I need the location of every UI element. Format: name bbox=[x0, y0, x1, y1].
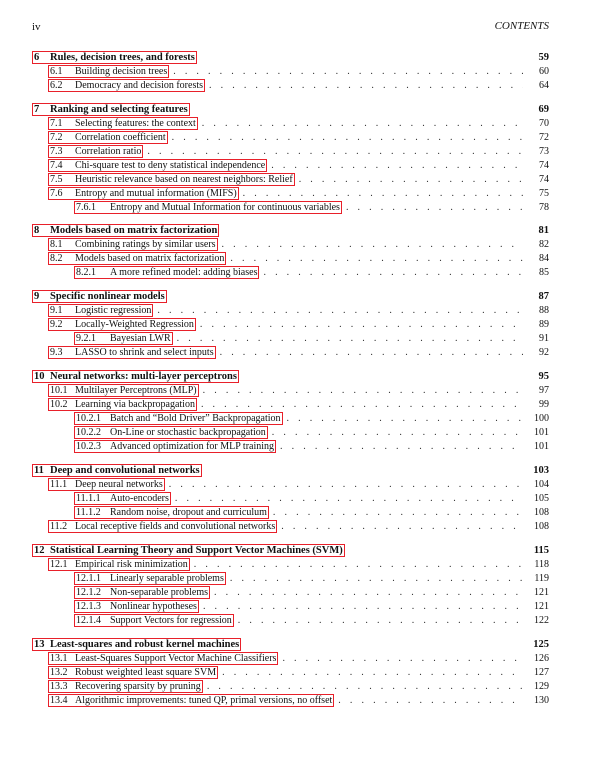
toc-entry-title: Models based on matrix factorization bbox=[75, 253, 225, 264]
toc-entry-title: Logistic regression bbox=[75, 305, 152, 316]
toc-entry-number: 8.1 bbox=[50, 239, 63, 250]
toc-entry-title: Correlation ratio bbox=[75, 146, 142, 157]
toc-subsection-entry bbox=[32, 614, 549, 627]
toc-section-entry bbox=[32, 131, 549, 144]
toc-subsection-entry bbox=[32, 572, 549, 585]
toc-entry-title: Locally-Weighted Regression bbox=[75, 319, 194, 330]
toc-entry-title: Specific nonlinear models bbox=[50, 291, 165, 302]
toc-entry-number: 13.1 bbox=[50, 653, 68, 664]
toc-page-number: 127 bbox=[534, 667, 549, 678]
toc-chapter-entry bbox=[32, 638, 549, 651]
dot-leader bbox=[209, 80, 523, 92]
toc-link[interactable] bbox=[48, 117, 198, 130]
toc-section-entry bbox=[32, 65, 549, 78]
toc-section-entry bbox=[32, 666, 549, 679]
toc-page-number: 103 bbox=[533, 465, 549, 476]
toc-entry-title: Correlation coefficient bbox=[75, 132, 166, 143]
dot-leader bbox=[173, 66, 523, 78]
dot-leader bbox=[201, 399, 523, 411]
toc-page-number: 74 bbox=[539, 160, 549, 171]
toc-entry-number: 12 bbox=[34, 545, 45, 556]
toc-section-entry bbox=[32, 117, 549, 130]
toc-page-number: 60 bbox=[539, 66, 549, 77]
toc-link[interactable] bbox=[48, 131, 168, 144]
dot-leader bbox=[287, 413, 524, 425]
dot-leader bbox=[203, 601, 523, 613]
toc-entry-number: 10.2.2 bbox=[76, 427, 101, 438]
toc-page-number: 78 bbox=[539, 202, 549, 213]
toc-section-entry bbox=[32, 318, 549, 331]
toc-entry-number: 11.1 bbox=[50, 479, 68, 490]
toc-link[interactable] bbox=[48, 694, 334, 707]
toc-entry-number: 10.2.3 bbox=[76, 441, 101, 452]
toc-entry-number: 11 bbox=[34, 465, 44, 476]
toc-subsection-entry bbox=[32, 440, 549, 453]
toc-link[interactable] bbox=[48, 558, 190, 571]
toc-entry-number: 12.1.4 bbox=[76, 615, 101, 626]
toc-entry-number: 7.2 bbox=[50, 132, 63, 143]
toc-page-number: 100 bbox=[534, 413, 549, 424]
toc-subsection-entry bbox=[32, 201, 549, 214]
dot-leader bbox=[222, 239, 523, 251]
toc-entry-title: Building decision trees bbox=[75, 66, 168, 77]
toc-entry-title: Local receptive fields and convolutional networks bbox=[75, 521, 276, 532]
toc-entry-title: Entropy and Mutual Information for continuous variables bbox=[110, 202, 340, 213]
toc-link[interactable] bbox=[48, 187, 239, 200]
toc-page-number: 105 bbox=[534, 493, 549, 504]
toc-entry-title: Support Vectors for regression bbox=[110, 615, 232, 626]
toc-link[interactable] bbox=[74, 440, 276, 453]
toc-entry-title: Least-squares and robust kernel machines bbox=[50, 639, 240, 650]
toc-page-number: 69 bbox=[538, 104, 549, 115]
toc-entry-number: 9.2.1 bbox=[76, 333, 96, 344]
toc-page-number: 99 bbox=[539, 399, 549, 410]
toc-page-number: 92 bbox=[539, 347, 549, 358]
toc-entry-title: Auto-encoders bbox=[110, 493, 169, 504]
toc-page-number: 118 bbox=[534, 559, 549, 570]
toc-entry-title: Combining ratings by similar users bbox=[75, 239, 216, 250]
toc-section-entry bbox=[32, 680, 549, 693]
toc-page-number: 108 bbox=[534, 521, 549, 532]
toc-entry-number: 7 bbox=[34, 104, 40, 115]
toc-link[interactable] bbox=[48, 652, 278, 665]
toc-link[interactable] bbox=[48, 145, 143, 158]
toc-subsection-entry bbox=[32, 332, 549, 345]
toc-page-number: 64 bbox=[539, 80, 549, 91]
toc-entry-title: Heuristic relevance based on nearest neighbors: Relief bbox=[75, 174, 293, 185]
toc-entry-number: 10.1 bbox=[50, 385, 68, 396]
toc-entry-number: 9 bbox=[34, 291, 40, 302]
toc-section-entry bbox=[32, 145, 549, 158]
toc-entry-number: 11.1.2 bbox=[76, 507, 101, 518]
dot-leader bbox=[273, 507, 523, 519]
dot-leader bbox=[172, 132, 523, 144]
toc-entry-title: Learning via backpropagation bbox=[75, 399, 195, 410]
toc-link[interactable] bbox=[74, 600, 199, 613]
toc-section-entry bbox=[32, 159, 549, 172]
toc-entry-number: 7.6.1 bbox=[76, 202, 96, 213]
dot-leader bbox=[272, 427, 523, 439]
toc-entry-title: Recovering sparsity by pruning bbox=[75, 681, 201, 692]
toc-link[interactable] bbox=[48, 304, 153, 317]
toc-entry-number: 7.5 bbox=[50, 174, 63, 185]
toc-link[interactable] bbox=[74, 426, 268, 439]
dot-leader bbox=[207, 681, 523, 693]
dot-leader bbox=[238, 615, 523, 627]
toc-page-number: 73 bbox=[539, 146, 549, 157]
toc-page-number: 121 bbox=[534, 587, 549, 598]
toc-entry-title: Democracy and decision forests bbox=[75, 80, 204, 91]
toc-entry-title: Algorithmic improvements: tuned QP, primal versions, no offset bbox=[75, 695, 333, 706]
toc-entry-title: Multilayer Perceptrons (MLP) bbox=[75, 385, 197, 396]
dot-leader bbox=[194, 559, 523, 571]
toc-entry-title: Entropy and mutual information (MIFS) bbox=[75, 188, 237, 199]
toc-link[interactable] bbox=[32, 290, 167, 303]
toc-link[interactable] bbox=[32, 370, 239, 383]
toc-entry-title: Empirical risk minimization bbox=[75, 559, 188, 570]
toc-page-number: 88 bbox=[539, 305, 549, 316]
toc-link[interactable] bbox=[48, 79, 205, 92]
toc-entry-number: 7.1 bbox=[50, 118, 63, 129]
toc-entry-number: 12.1.2 bbox=[76, 587, 101, 598]
toc-entry-title: Robust weighted least square SVM bbox=[75, 667, 217, 678]
toc-entry-number: 7.6 bbox=[50, 188, 63, 199]
toc-page-number: 95 bbox=[538, 371, 549, 382]
toc-chapter-entry bbox=[32, 370, 549, 383]
toc-link[interactable] bbox=[32, 544, 345, 557]
toc-page-number: 74 bbox=[539, 174, 549, 185]
toc-link[interactable] bbox=[48, 318, 196, 331]
toc-link[interactable] bbox=[48, 252, 226, 265]
toc-entry-number: 11.2 bbox=[50, 521, 68, 532]
dot-leader bbox=[200, 319, 523, 331]
toc-page-number: 101 bbox=[534, 427, 549, 438]
toc-link[interactable] bbox=[48, 680, 203, 693]
toc-entry-title: Models based on matrix factorization bbox=[50, 225, 218, 236]
dot-leader bbox=[222, 667, 523, 679]
dot-leader bbox=[282, 653, 523, 665]
toc-page-number: 72 bbox=[539, 132, 549, 143]
dot-leader bbox=[214, 587, 523, 599]
toc-entry-number: 7.4 bbox=[50, 160, 63, 171]
toc-link[interactable] bbox=[32, 51, 197, 64]
toc-section-entry bbox=[32, 173, 549, 186]
dot-leader bbox=[230, 253, 523, 265]
toc-chapter-entry bbox=[32, 51, 549, 64]
toc-entry-number: 9.2 bbox=[50, 319, 63, 330]
toc-entry-title: Selecting features: the context bbox=[75, 118, 196, 129]
dot-leader bbox=[157, 305, 523, 317]
toc-page-number: 75 bbox=[539, 188, 549, 199]
toc-link[interactable] bbox=[74, 412, 283, 425]
toc-section-entry bbox=[32, 238, 549, 251]
toc-entry-number: 8 bbox=[34, 225, 40, 236]
toc-section-entry bbox=[32, 398, 549, 411]
toc-entry-title: Chi-square test to deny statistical independence bbox=[75, 160, 266, 171]
toc-chapter-entry bbox=[32, 224, 549, 237]
toc-entry-number: 10.2 bbox=[50, 399, 68, 410]
dot-leader bbox=[338, 695, 523, 707]
toc-section-entry bbox=[32, 384, 549, 397]
dot-leader bbox=[271, 160, 523, 172]
toc-entry-title: Linearly separable problems bbox=[110, 573, 224, 584]
toc-entry-title: Random noise, dropout and curriculum bbox=[110, 507, 267, 518]
toc-page-number: 108 bbox=[534, 507, 549, 518]
toc-page-number: 97 bbox=[539, 385, 549, 396]
toc-link[interactable] bbox=[48, 238, 218, 251]
toc-entry-title: On-Line or stochastic backpropagation bbox=[110, 427, 266, 438]
toc-entry-number: 12.1 bbox=[50, 559, 68, 570]
toc-page-number: 81 bbox=[538, 225, 549, 236]
toc-entry-number: 9.1 bbox=[50, 305, 63, 316]
dot-leader bbox=[175, 493, 523, 505]
toc-link[interactable] bbox=[74, 586, 210, 599]
toc-link[interactable] bbox=[48, 384, 199, 397]
toc-page-number: 70 bbox=[539, 118, 549, 129]
toc-link[interactable] bbox=[32, 464, 202, 477]
toc-entry-number: 10.2.1 bbox=[76, 413, 101, 424]
toc-entry-number: 6.2 bbox=[50, 80, 63, 91]
toc-link[interactable] bbox=[74, 506, 269, 519]
toc-link[interactable] bbox=[32, 638, 241, 651]
toc-link[interactable] bbox=[48, 478, 165, 491]
toc-page-number: 115 bbox=[533, 545, 549, 556]
toc-entry-number: 13 bbox=[34, 639, 45, 650]
toc-chapter-entry bbox=[32, 544, 549, 557]
toc-page-number: 84 bbox=[539, 253, 549, 264]
dot-leader bbox=[263, 267, 523, 279]
toc-subsection-entry bbox=[32, 266, 549, 279]
toc-entry-number: 7.3 bbox=[50, 146, 63, 157]
dot-leader bbox=[203, 385, 523, 397]
toc-entry-title: Non-separable problems bbox=[110, 587, 209, 598]
toc-entry-number: 10 bbox=[34, 371, 45, 382]
toc-subsection-entry bbox=[32, 506, 549, 519]
toc-entry-title: Batch and “Bold Driver” Backpropagation bbox=[110, 413, 281, 424]
toc-entry-title: Deep neural networks bbox=[75, 479, 163, 490]
dot-leader bbox=[280, 441, 523, 453]
toc-entry-title: Advanced optimization for MLP training bbox=[110, 441, 275, 452]
toc-section-entry bbox=[32, 79, 549, 92]
toc-entry-title: Nonlinear hypotheses bbox=[110, 601, 197, 612]
toc-section-entry bbox=[32, 478, 549, 491]
dot-leader bbox=[177, 333, 523, 345]
dot-leader bbox=[281, 521, 523, 533]
toc-entry-title: Deep and convolutional networks bbox=[50, 465, 200, 476]
toc-chapter-entry bbox=[32, 464, 549, 477]
toc-link[interactable] bbox=[48, 398, 197, 411]
toc-link[interactable] bbox=[48, 173, 295, 186]
toc-page-number: 125 bbox=[533, 639, 549, 650]
toc-page-number: 87 bbox=[538, 291, 549, 302]
dot-leader bbox=[299, 174, 523, 186]
toc-subsection-entry bbox=[32, 492, 549, 505]
toc-page-number: 129 bbox=[534, 681, 549, 692]
toc-entry-number: 13.3 bbox=[50, 681, 68, 692]
toc-page-number: 89 bbox=[539, 319, 549, 330]
toc-page-number: 91 bbox=[539, 333, 549, 344]
toc-subsection-entry bbox=[32, 412, 549, 425]
toc-link[interactable] bbox=[48, 520, 277, 533]
toc-page-number: 121 bbox=[534, 601, 549, 612]
toc-page-number: 82 bbox=[539, 239, 549, 250]
toc-page-number: 122 bbox=[534, 615, 549, 626]
toc-link[interactable] bbox=[74, 614, 234, 627]
toc-section-entry bbox=[32, 252, 549, 265]
toc-page-number: 59 bbox=[538, 52, 549, 63]
toc-entry-number: 13.2 bbox=[50, 667, 68, 678]
toc-chapter-entry bbox=[32, 103, 549, 116]
toc-section-entry bbox=[32, 346, 549, 359]
toc-entry-title: Bayesian LWR bbox=[110, 333, 171, 344]
toc-entry-title: Statistical Learning Theory and Support Vector Machines (SVM) bbox=[50, 545, 343, 556]
toc-page-number: 119 bbox=[534, 573, 549, 584]
toc-link[interactable] bbox=[48, 666, 218, 679]
toc-page-number: 126 bbox=[534, 653, 549, 664]
toc-link[interactable] bbox=[32, 224, 219, 237]
running-title: CONTENTS bbox=[494, 20, 549, 32]
toc-link[interactable] bbox=[48, 65, 169, 78]
toc-link[interactable] bbox=[74, 266, 259, 279]
toc-entry-title: A more refined model: adding biases bbox=[110, 267, 258, 278]
toc-section-entry bbox=[32, 304, 549, 317]
toc-page-number: 104 bbox=[534, 479, 549, 490]
toc-link[interactable] bbox=[48, 346, 216, 359]
dot-leader bbox=[243, 188, 523, 200]
toc-subsection-entry bbox=[32, 600, 549, 613]
toc-subsection-entry bbox=[32, 426, 549, 439]
toc-entry-number: 12.1.3 bbox=[76, 601, 101, 612]
toc-link[interactable] bbox=[74, 492, 171, 505]
toc-entry-number: 12.1.1 bbox=[76, 573, 101, 584]
toc-section-entry bbox=[32, 652, 549, 665]
toc-section-entry bbox=[32, 558, 549, 571]
toc-page-number: 130 bbox=[534, 695, 549, 706]
toc-link[interactable] bbox=[48, 159, 267, 172]
toc-page-number: 101 bbox=[534, 441, 549, 452]
toc-entry-number: 8.2 bbox=[50, 253, 63, 264]
toc-subsection-entry bbox=[32, 586, 549, 599]
toc-entry-number: 8.2.1 bbox=[76, 267, 96, 278]
dot-leader bbox=[169, 479, 523, 491]
toc-link[interactable] bbox=[74, 332, 173, 345]
toc-entry-number: 9.3 bbox=[50, 347, 63, 358]
dot-leader bbox=[202, 118, 523, 130]
toc-link[interactable] bbox=[74, 201, 342, 214]
toc-entry-number: 6 bbox=[34, 52, 40, 63]
toc-entry-title: LASSO to shrink and select inputs bbox=[75, 347, 214, 358]
toc-entry-title: Rules, decision trees, and forests bbox=[50, 52, 195, 63]
toc-entry-title: Least-Squares Support Vector Machine Classifiers bbox=[75, 653, 277, 664]
toc-entry-number: 13.4 bbox=[50, 695, 68, 706]
toc-entry-title: Ranking and selecting features bbox=[50, 104, 188, 115]
toc-entry-number: 6.1 bbox=[50, 66, 63, 77]
toc-link[interactable] bbox=[74, 572, 226, 585]
toc-entry-number: 11.1.1 bbox=[76, 493, 101, 504]
toc-chapter-entry bbox=[32, 290, 549, 303]
toc-section-entry bbox=[32, 694, 549, 707]
toc-section-entry bbox=[32, 520, 549, 533]
dot-leader bbox=[220, 347, 523, 359]
toc-page-number: 85 bbox=[539, 267, 549, 278]
dot-leader bbox=[230, 573, 523, 585]
dot-leader bbox=[147, 146, 523, 158]
toc-entry-title: Neural networks: multi-layer perceptrons bbox=[50, 371, 237, 382]
dot-leader bbox=[346, 202, 523, 214]
toc-link[interactable] bbox=[32, 103, 190, 116]
toc-section-entry bbox=[32, 187, 549, 200]
page-number: iv bbox=[32, 21, 41, 33]
